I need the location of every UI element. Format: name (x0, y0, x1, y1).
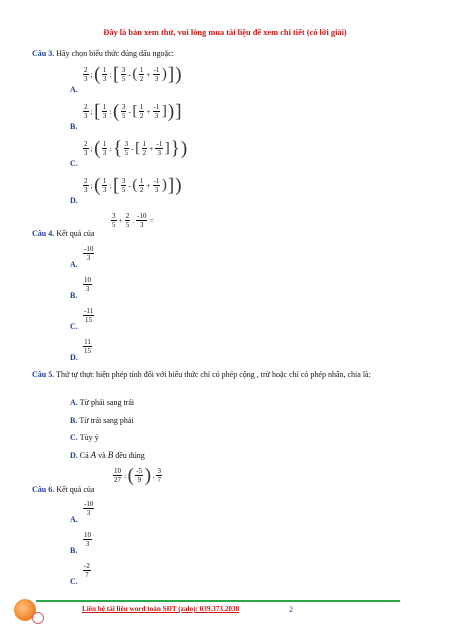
question-label: Câu 5. (32, 370, 55, 379)
q5-option-d[interactable]: D. Cả A và B đều đúng (70, 450, 145, 460)
q6-option-b-value: $\frac{10}{3}$ (84, 531, 91, 548)
question-text: Kết quả của (56, 229, 95, 238)
q5-option-b[interactable]: B. Từ trái sang phải (70, 416, 134, 425)
q3-option-a-letter[interactable]: A. (70, 85, 78, 94)
q4-option-b-value: $\frac{10}{3}$ (84, 276, 91, 293)
question-label: Câu 3. (32, 49, 55, 58)
q4-option-d-letter[interactable]: D. (70, 353, 78, 362)
question-5 (32, 369, 422, 380)
question-6 (32, 484, 94, 495)
q6-option-a-letter[interactable]: A. (70, 515, 78, 524)
q6-option-c-value: $\frac{-2}{7}$ (84, 562, 90, 579)
preview-banner: Đây là bản xem thử, vui lòng mua tài liệu để xem chi tiết (có lời giải) (103, 28, 347, 37)
q3-option-b-letter[interactable]: B. (70, 122, 78, 131)
q6-option-c-letter[interactable]: C. (70, 577, 78, 586)
question-label: Câu 6. (32, 485, 55, 494)
q5-option-a[interactable]: A. Từ phải sang trái (70, 398, 135, 407)
option-text: Cả A và B đều đúng (79, 450, 145, 460)
footer-divider (36, 600, 400, 602)
footer-contact: Liên hệ tài liệu word toán SĐT (zalo): 039.373.2038 (82, 605, 240, 613)
question-label: Câu 4. (32, 229, 55, 238)
question-text: Thứ tự thực hiện phép tính đối với biểu thức chỉ có phép cộng , trừ hoặc chỉ có phép nhân, chia là: (56, 370, 371, 379)
q3-option-b-expression: $\frac{2}{3}$ ; [ $\frac{1}{3}$ : ( $\frac{3}{5}$ - [ $\frac{1}{2}$ + $\frac{-1}{3}$ ] ) ] (84, 101, 182, 122)
q6-option-a-value: $\frac{-10}{3}$ (84, 500, 94, 517)
q6-expression: $\frac{10}{27}$ : ( $\frac{-5}{9}$ ) . $\frac{3}{7}$ (114, 465, 161, 486)
option-text: Từ phải sang trái (79, 398, 135, 407)
q4-option-c-value: $\frac{-11}{15}$ (84, 307, 94, 324)
question-text: Kết quả của (56, 485, 95, 494)
q4-option-a-value: $\frac{-10}{3}$ (84, 245, 94, 262)
q4-option-d-value: $\frac{11}{15}$ (84, 338, 91, 355)
q3-option-d-expression: $\frac{2}{3}$ ; ( $\frac{1}{3}$ : [ $\frac{3}{5}$ - ( $\frac{1}{2}$ + $\frac{-1}{3}$ ) ] ) (84, 175, 182, 196)
q3-option-a-expression: $\frac{2}{3}$ ; ( $\frac{1}{3}$ : [ $\frac{3}{5}$ - ( $\frac{1}{2}$ + $\frac{-1}{3}$ ) ] ) (84, 64, 182, 85)
page-number: 2 (289, 605, 293, 614)
option-text: Tùy ý (79, 433, 99, 442)
q3-option-c-letter[interactable]: C. (70, 159, 78, 168)
q3-option-c-expression: $\frac{2}{3}$ ; ( $\frac{1}{3}$ : { $\frac{3}{5}$ - [ $\frac{1}{2}$ + $\frac{-1}{3}$ ] } ) (84, 138, 188, 159)
q5-option-c[interactable]: C. Tùy ý (70, 433, 99, 442)
option-text: Từ trái sang phải (79, 416, 134, 425)
question-3 (32, 48, 174, 59)
question-4 (32, 228, 94, 239)
q4-expression: $\frac{3}{5}$ + $\frac{2}{5}$ . $\frac{-10}{3}$ = (112, 212, 154, 229)
logo-ring-icon (32, 612, 44, 624)
q4-option-c-letter[interactable]: C. (70, 322, 78, 331)
q3-option-d-letter[interactable]: D. (70, 196, 78, 205)
q4-option-b-letter[interactable]: B. (70, 291, 78, 300)
q4-option-a-letter[interactable]: A. (70, 260, 78, 269)
q6-option-b-letter[interactable]: B. (70, 546, 78, 555)
question-text: Hãy chọn biểu thức đúng dấu ngoặc: (56, 49, 174, 58)
